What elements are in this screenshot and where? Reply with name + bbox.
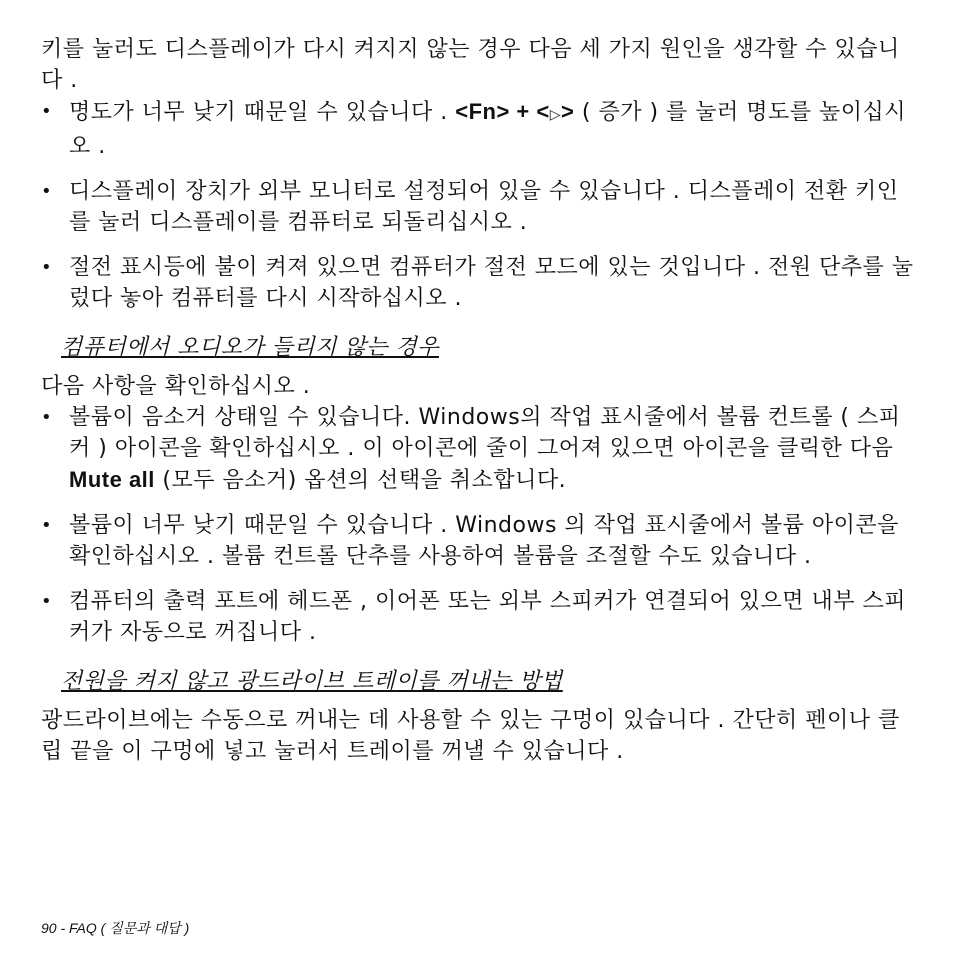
- brightness-up-icon: ▷: [549, 107, 562, 123]
- list-item: • 볼륨이 너무 낮기 때문일 수 있습니다 . Windows 의 작업 표시줄에서 볼륨 아이콘을 확인하십시오 . 볼륨 컨트롤 단추를 사용하여 볼륨을 조절할 수도 있습니다 .: [41, 510, 917, 572]
- list-item: • 볼륨이 음소거 상태일 수 있습니다. Windows의 작업 표시줄에서 볼륨 컨트롤 ( 스피커 ) 아이콘을 확인하십시오 . 이 아이콘에 줄이 그어져 있으면 아이콘을 클릭한 다음 Mute all (모두 음소거) 옵션의 선택을 취소합니다.: [41, 402, 917, 496]
- section-body: 광드라이브에는 수동으로 꺼내는 데 사용할 수 있는 구멍이 있습니다 . 간단히 펜이나 클립 끝을 이 구멍에 넣고 눌러서 트레이를 꺼낼 수 있습니다 .: [41, 708, 900, 764]
- bullet-icon: •: [41, 407, 53, 428]
- bullet-icon: •: [41, 591, 53, 612]
- section-heading-optical-drive: 전원을 켜지 않고 광드라이브 트레이를 꺼내는 방법: [61, 669, 563, 694]
- audio-causes-list: [41, 402, 917, 648]
- bullet-icon: •: [41, 181, 53, 202]
- bullet-icon: •: [41, 515, 53, 536]
- display-causes-list: [41, 96, 917, 314]
- bullet-icon: •: [41, 257, 53, 278]
- section-heading-audio: 컴퓨터에서 오디오가 들리지 않는 경우: [61, 335, 440, 360]
- page-content: [41, 34, 917, 767]
- key-combo: <Fn> + <: [455, 99, 550, 124]
- section-intro: 다음 사항을 확인하십시오 .: [41, 374, 311, 399]
- list-item: • 컴퓨터의 출력 포트에 헤드폰 , 이어폰 또는 외부 스피커가 연결되어 있으면 내부 스피커가 자동으로 꺼집니다 .: [41, 586, 917, 648]
- mute-all-label: Mute all: [69, 467, 155, 492]
- bullet-icon: •: [41, 101, 53, 122]
- page-footer: 90 - FAQ ( 질문과 대답 ): [41, 920, 190, 936]
- list-item: • 절전 표시등에 불이 켜져 있으면 컴퓨터가 절전 모드에 있는 것입니다 . 전원 단추를 눌렀다 놓아 컴퓨터를 다시 시작하십시오 .: [41, 252, 917, 314]
- intro-paragraph: 키를 눌러도 디스플레이가 다시 켜지지 않는 경우 다음 세 가지 원인을 생각할 수 있습니다 .: [41, 37, 900, 93]
- list-item: • 명도가 너무 낮기 때문일 수 있습니다 . <Fn> + <▷> ( 증가 ) 를 눌러 명도를 높이십시오 .: [41, 96, 917, 162]
- list-item: • 디스플레이 장치가 외부 모니터로 설정되어 있을 수 있습니다 . 디스플레이 전환 키인를 눌러 디스플레이를 컴퓨터로 되돌리십시오 .: [41, 176, 917, 238]
